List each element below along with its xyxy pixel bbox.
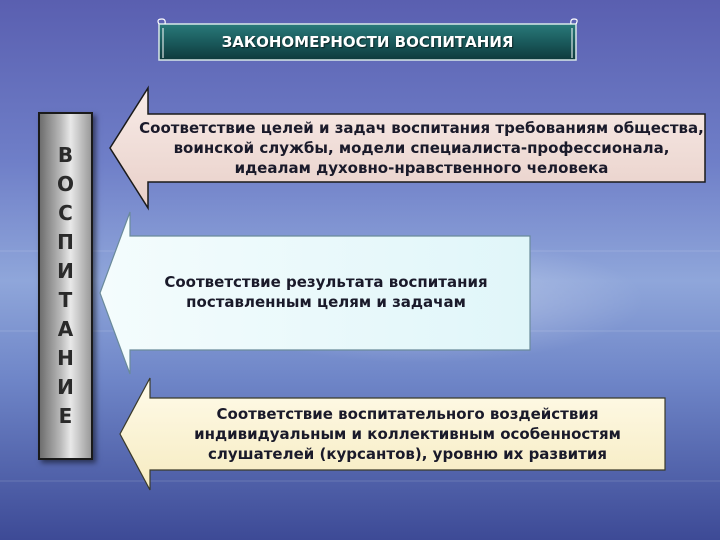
vertical-letter: Т bbox=[58, 288, 73, 312]
arrow-result bbox=[100, 212, 532, 374]
vertical-letter: И bbox=[57, 259, 74, 283]
vertical-letter: И bbox=[57, 375, 74, 399]
vertical-letter: А bbox=[57, 317, 74, 341]
arrow-text: Соответствие целей и задач воспитания требованиям общества, воинской службы, модели специалиста-профессионала, идеалам духовно-нравственного человека bbox=[139, 119, 704, 177]
vertical-letter: В bbox=[57, 143, 74, 167]
arrow-goals bbox=[110, 88, 705, 208]
vertical-letter: Н bbox=[57, 346, 74, 370]
page-title: ЗАКОНОМЕРНОСТИ ВОСПИТАНИЯ bbox=[221, 33, 514, 51]
title-banner bbox=[155, 18, 580, 62]
arrow-text: Соответствие результата воспитания поставленным целям и задачам bbox=[164, 273, 488, 311]
arrow-influence bbox=[120, 378, 665, 490]
vertical-letter: О bbox=[56, 172, 74, 196]
vertical-letter: Е bbox=[58, 404, 73, 428]
vertical-word-box bbox=[38, 112, 93, 460]
vertical-letter: С bbox=[58, 201, 73, 225]
arrow-text: Соответствие воспитательного воздействия индивидуальным и коллективным особенностям слушателей (курсантов), уровню их развития bbox=[194, 405, 621, 463]
vertical-letter: П bbox=[57, 230, 74, 254]
